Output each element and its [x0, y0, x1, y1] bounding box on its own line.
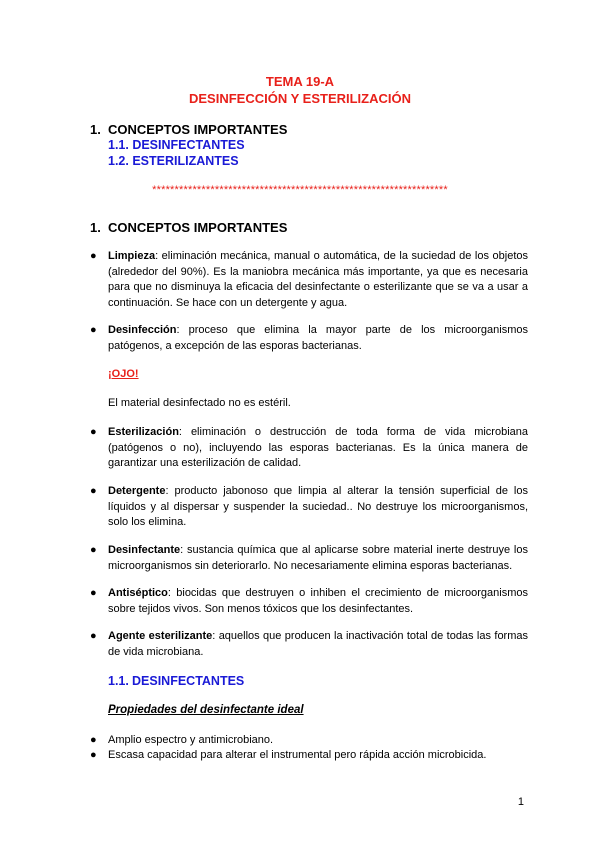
term-desinfeccion: Desinfección — [108, 324, 177, 336]
def-detergente: : producto jabonoso que limpia al alterar la tensión superficial de los líquidos y al dispersar y suspender la suciedad.. No destruye los microorganismos, solo los elimina. — [108, 485, 528, 528]
bullet-desinfeccion — [90, 323, 528, 354]
doc-title-line1: TEMA 19-A — [265, 74, 335, 89]
term-desinfectante: Desinfectante — [108, 544, 181, 556]
term-agente-esterilizante: Agente esterilizante — [108, 630, 213, 642]
property-text: Escasa capacidad para alterar el instrumental pero rápida acción microbicida. — [108, 749, 487, 761]
property-item — [90, 734, 273, 746]
bullet-dot: ● — [90, 324, 97, 336]
bullet-dot: ● — [90, 544, 97, 556]
bullet-dot: ● — [90, 630, 97, 642]
toc-sub-desinfectantes: 1.1. DESINFECTANTES — [108, 138, 245, 152]
bullet-agente-esterilizante — [90, 629, 528, 660]
def-desinfectante: : sustancia química que al aplicarse sobre material inerte destruye los microorganismos sin deteriorarlo. No necesariamente elimina esporas bacterianas. — [108, 544, 528, 572]
bullet-dot: ● — [90, 587, 97, 599]
section-label: CONCEPTOS IMPORTANTES — [108, 220, 288, 235]
bullet-dot: ● — [90, 426, 97, 438]
subsection-heading — [108, 674, 244, 688]
subsection-label: DESINFECTANTES — [132, 674, 245, 688]
bullet-antiseptico — [90, 586, 528, 617]
term-limpieza: Limpieza — [108, 250, 156, 262]
toc-section-number: 1. — [90, 122, 101, 137]
bullet-dot: ● — [90, 485, 97, 497]
section-heading — [90, 220, 287, 235]
toc-section-label: CONCEPTOS IMPORTANTES — [108, 122, 288, 137]
properties-heading: Propiedades del desinfectante ideal — [108, 704, 304, 716]
def-esterilizacion: : eliminación o destrucción de toda forma de vida microbiana (patógenos o no), incluyendo las esporas bacterianas. Es la única manera de garantizar una esterilización de calidad. — [108, 426, 528, 469]
def-antiseptico: : biocidas que destruyen o inhiben el crecimiento de microorganismos sobre tejidos vivos. Son menos tóxicos que los desinfectantes. — [108, 587, 528, 615]
toc-section-heading — [90, 122, 287, 137]
bullet-desinfectante — [90, 543, 528, 574]
separator-stars: ****************************************************************** — [152, 184, 448, 196]
property-item — [90, 749, 486, 761]
bullet-detergente — [90, 484, 528, 531]
page-number: 1 — [517, 796, 524, 808]
term-esterilizacion: Esterilización — [108, 426, 179, 438]
ojo-note: El material desinfectado no es estéril. — [108, 397, 291, 409]
bullet-limpieza — [90, 249, 528, 311]
def-agente-esterilizante: : aquellos que producen la inactivación total de todas las formas de vida microbiana. — [108, 630, 528, 658]
bullet-dot: ● — [90, 749, 97, 761]
toc-sub-esterilizantes: 1.2. ESTERILIZANTES — [108, 154, 239, 168]
doc-title-line2: DESINFECCIÓN Y ESTERILIZACIÓN — [189, 91, 411, 106]
ojo-warning: ¡OJO! — [108, 368, 139, 380]
term-detergente: Detergente — [108, 485, 166, 497]
bullet-dot: ● — [90, 250, 97, 262]
def-desinfeccion: : proceso que elimina la mayor parte de los microorganismos patógenos, a excepción de las esporas bacterianas. — [108, 324, 528, 352]
term-antiseptico: Antiséptico — [108, 587, 168, 599]
bullet-esterilizacion — [90, 425, 528, 472]
subsection-number: 1.1. — [108, 674, 129, 688]
section-number: 1. — [90, 220, 101, 235]
property-text: Amplio espectro y antimicrobiano. — [108, 734, 274, 746]
bullet-dot: ● — [90, 734, 97, 746]
def-limpieza: : eliminación mecánica, manual o automática, de la suciedad de los objetos (alrededor del 90%). Es la maniobra mecánica más importante, ya que es necesaria para que no disminuya la eficacia del desinfectante o esterilizante que se va a usar a continuación. Se hace con un detergente y agua. — [108, 250, 528, 309]
